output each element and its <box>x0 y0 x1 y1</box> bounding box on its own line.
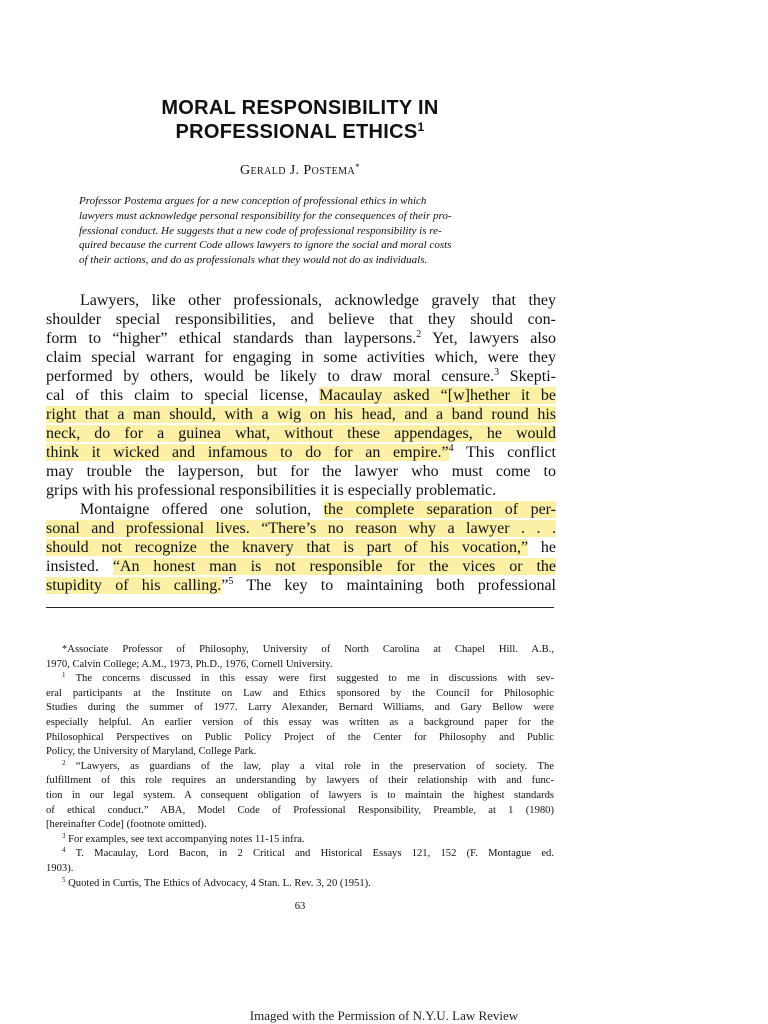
highlighted-text: sonal and professional lives. “There’s no reason why a lawyer . . . <box>46 520 556 537</box>
footnote-ref[interactable]: 3 <box>494 367 500 378</box>
title-footnote-mark: 1 <box>417 120 425 134</box>
article-title-line-2: PROFESSIONAL ETHICS$^1$ <box>175 120 425 143</box>
body-line: insisted. “An honest man is not responsible for the vices or the <box>46 558 557 575</box>
footnote-line: 1903). <box>46 862 74 874</box>
permission-notice: Imaged with the Permission of N.Y.U. Law Review <box>249 1008 519 1023</box>
footnote-line: fulfillment of this role requires an understanding by lawyers of their relationship with and func- <box>46 775 554 787</box>
footnote-line: *Associate Professor of Philosophy, University of North Carolina at Chapel Hill. A.B., <box>62 644 554 655</box>
body-line: grips with his professional responsibilities it is especially problematic. <box>46 482 497 499</box>
footnote-line: 1970, Calvin College; A.M., 1973, Ph.D., 1976, Cornell University. <box>46 658 333 670</box>
abstract-line: of their actions, and do as professionals what they would not do as individuals. <box>79 254 428 267</box>
author-footnote-mark: * <box>355 162 360 172</box>
footnote-ref[interactable]: 2 <box>416 329 422 340</box>
body-line: should not recognize the knavery that is part of his vocation,” he <box>46 539 556 556</box>
footnote-line: [hereinafter Code] (footnote omitted). <box>46 819 207 831</box>
footnote-divider <box>46 607 554 608</box>
body-line: form to “higher” ethical standards than laypersons.$^2$ Yet, lawyers also <box>46 329 557 347</box>
footnote-ref[interactable]: 4 <box>448 443 454 454</box>
footnote-ref[interactable]: 5 <box>228 576 234 587</box>
body-line <box>46 424 556 443</box>
highlighted-text: should not recognize the knavery that is part of his vocation,” <box>46 539 529 556</box>
footnote-line: tion in our legal system. A consequent obligation of lawyers is to maintain the highest standards <box>46 789 554 801</box>
abstract-line: Professor Postema argues for a new conception of professional ethics in which <box>79 195 427 207</box>
body-line <box>46 519 556 538</box>
author-name: Gerald J. Postema* <box>240 162 360 178</box>
body-line: Montaigne offered one solution, the complete separation of per- <box>80 501 556 518</box>
footnote-mark: 3 <box>62 831 66 840</box>
body-line: may trouble the layperson, but for the lawyer who must come to <box>46 463 556 480</box>
footnotes <box>46 643 554 891</box>
body-line: claim special warrant for engaging in some activities which, were they <box>46 349 556 366</box>
body-line: stupidity of his calling.”$^5$ The key to maintaining both professional <box>46 576 557 594</box>
body-text <box>46 291 556 595</box>
footnote-mark: 4 <box>62 846 66 855</box>
footnote-mark: 5 <box>62 875 66 884</box>
footnote-line: $^3$ For examples, see text accompanying notes 11-15 infra. <box>62 831 305 845</box>
highlighted-text: the complete separation of per- <box>323 501 556 518</box>
abstract-line: fessional conduct. He suggests that a new code of professional responsibility is re- <box>79 224 442 237</box>
highlighted-text: Macaulay asked “[w]hether it be <box>319 387 557 404</box>
highlighted-text: think it wicked and infamous to do for an empire.” <box>46 444 449 461</box>
footnote-line: Philosophical Perspectives on Public Policy Project of the Center for Philosophy and Public <box>46 731 554 743</box>
body-line: think it wicked and infamous to do for an empire.”$^4$ This conflict <box>46 443 557 461</box>
abstract-line: quired because the current Code allows lawyers to ignore the social and moral costs <box>79 239 452 252</box>
body-line <box>46 405 556 424</box>
highlighted-text: neck, do for a guinea what, without these appendages, he would <box>46 425 556 442</box>
body-line: Lawyers, like other professionals, acknowledge gravely that they <box>80 292 556 309</box>
highlighted-text: right that a man should, with a wig on his head, and a band round his <box>46 406 556 423</box>
body-line: cal of this claim to special license, Macaulay asked “[w]hether it be <box>46 387 557 404</box>
body-line: shoulder special responsibilities, and believe that they should con- <box>46 311 556 328</box>
footnote-line: $^4$ T. Macaulay, Lord Bacon, in 2 Critical and Historical Essays 121, 152 (F. Montague ed. <box>62 846 554 860</box>
footnote-line: Studies during the summer of 1977. Larry Alexander, Bernard Williams, and Gary Bellow were <box>46 702 554 714</box>
footnote-line: $^5$ Quoted in Curtis, The Ethics of Advocacy, 4 Stan. L. Rev. 3, 20 (1951). <box>62 875 371 889</box>
footnote-line: eral participants at the Institute on Law and Ethics sponsored by the Council for Philosophic <box>46 687 554 699</box>
highlighted-text: “An honest man is not responsible for the vices or the <box>112 558 557 575</box>
page-number: 63 <box>294 901 306 912</box>
footnote-line: especially helpful. An earlier version of this essay was written as a background paper for the <box>46 716 554 728</box>
footnote-mark: 1 <box>62 671 66 680</box>
footnote-line: of ethical conduct.” ABA, Model Code of Professional Responsibility, Preamble, at 1 (1980) <box>46 804 554 816</box>
footnote-mark: 2 <box>62 758 66 767</box>
body-line: performed by others, would be likely to draw moral censure.$^3$ Skepti- <box>46 367 557 385</box>
footnote-line: Policy, the University of Maryland, College Park. <box>46 746 257 758</box>
footnote-line: $^1$ The concerns discussed in this essay were first suggested to me in discussions with sev- <box>62 671 554 685</box>
highlighted-text: stupidity of his calling. <box>46 577 222 594</box>
footnote-line: $^2$ “Lawyers, as guardians of the law, play a vital role in the preservation of society. The <box>62 758 554 772</box>
abstract-line: lawyers must acknowledge personal responsibility for the consequences of their pro- <box>79 209 452 222</box>
abstract <box>79 194 537 268</box>
article-title-line-1: MORAL RESPONSIBILITY IN <box>161 97 439 119</box>
